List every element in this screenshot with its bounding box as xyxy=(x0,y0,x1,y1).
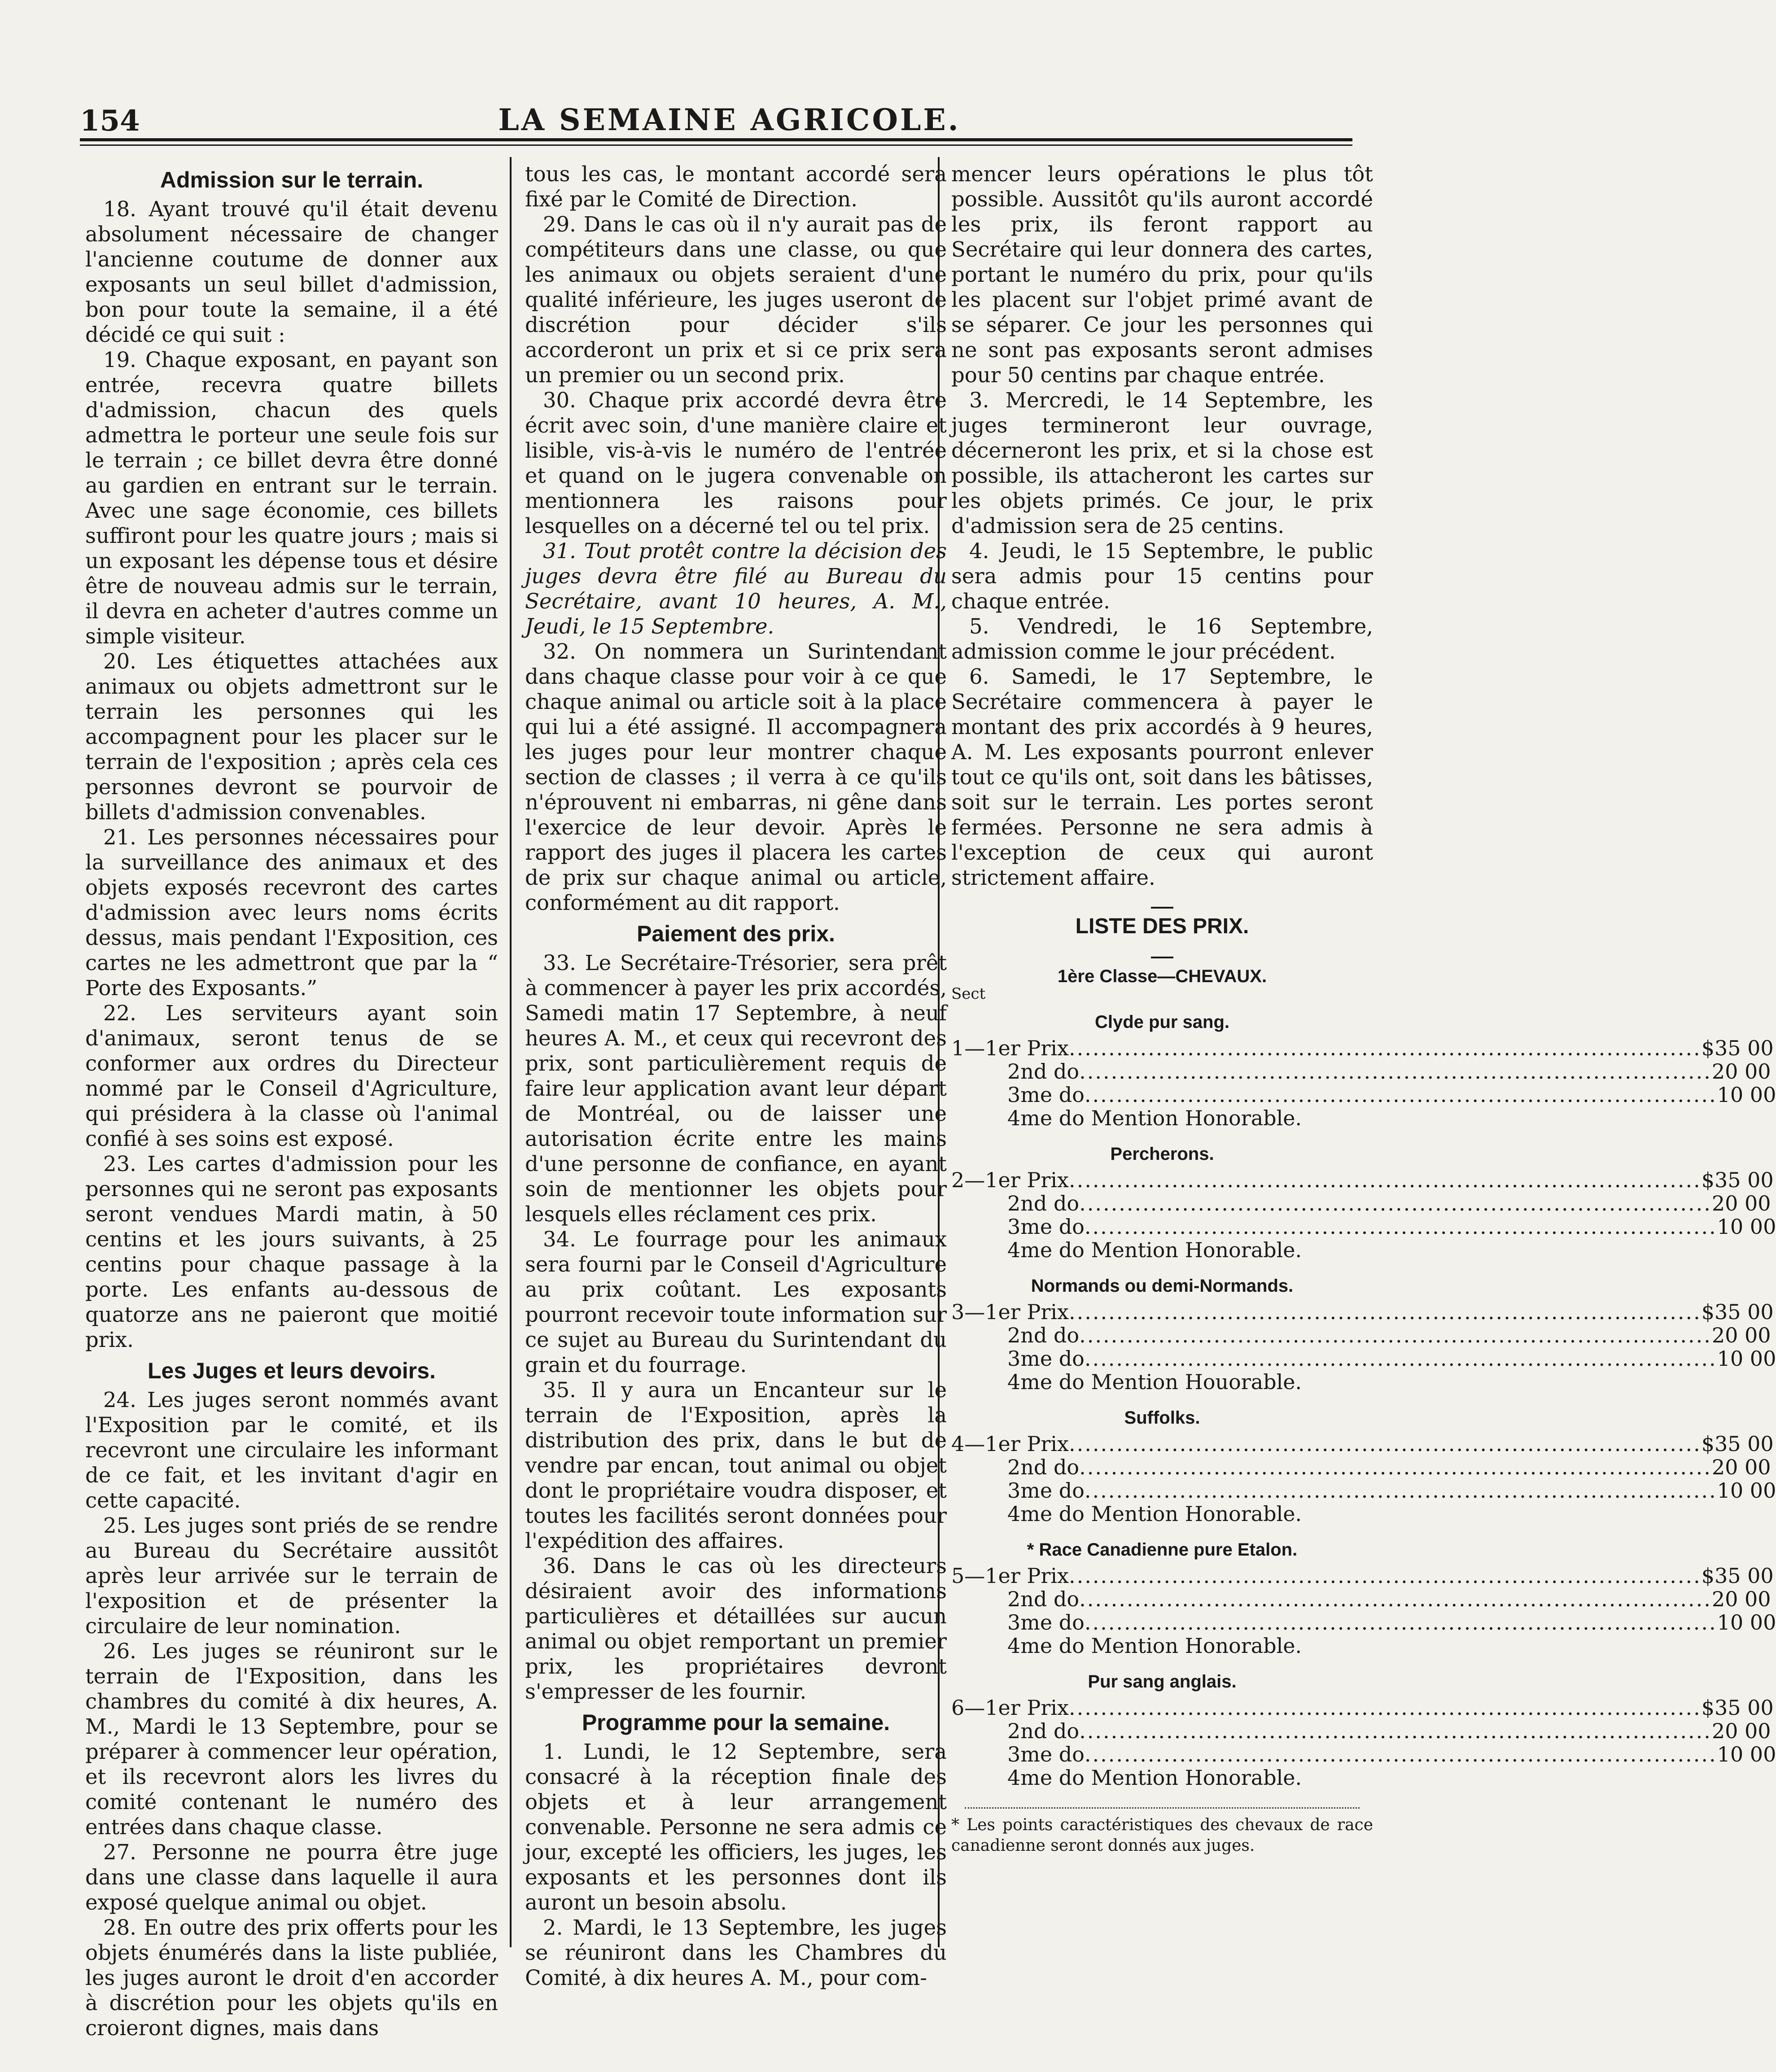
article-35: 35. Il y aura un Encanteur sur le terrain de l'Exposition, après la distribution des prix, dans le but de vendre par encan, tout animal ou objet dont le propriétaire voudra disposer, et toutes les facilités seront données pour l'expédition des affaires. xyxy=(525,1378,947,1553)
article-31: 31. Tout protêt contre la décision des juges devra être filé au Bureau du Secrétaire, avant 10 heures, A. M., Jeudi, le 15 Septembre. xyxy=(525,539,947,638)
prize-label: 3me do xyxy=(1007,1215,1085,1239)
prize-amount: 20 00 xyxy=(1711,1059,1771,1084)
leader-dots: ................................................................................ xyxy=(1084,1215,1717,1239)
prize-row xyxy=(951,1564,1774,1588)
article-28: 28. En outre des prix offerts pour les objets énumérés dans la liste publiée, les juges auront le droit d'en accorder à discrétion pour les objets qu'ils en croieront dignes, mais dans xyxy=(85,1915,498,2040)
prize-amount: 20 00 xyxy=(1711,1719,1771,1743)
prize-label: 3me do xyxy=(1007,1610,1085,1635)
leader-dots: ................................................................................ xyxy=(1079,1587,1712,1611)
prize-amount: $35 00 xyxy=(1701,1036,1774,1060)
prize-amount: $35 00 xyxy=(1701,1300,1774,1324)
heading-programme: Programme pour la semaine. xyxy=(582,1710,890,1735)
mention-line: 4me do Mention Honorable. xyxy=(1007,1634,1302,1658)
leader-dots: ................................................................................ xyxy=(1068,1300,1702,1324)
article-30: 30. Chaque prix accordé devra être écrit avec soin, d'une manière claire et lisible, vis-à-vis le numéro de l'entrée et quand on le jugera convenable on mentionnera les raisons pour lesquelles on a décerné tel ou tel prix. xyxy=(525,388,947,538)
prize-label: 5—1er Prix xyxy=(951,1564,1069,1588)
prize-row xyxy=(951,1168,1774,1192)
prize-row xyxy=(951,1610,1776,1635)
article-23: 23. Les cartes d'admission pour les personnes qui ne seront pas exposants seront vendues Mardi matin, à 50 centins et les jours suivants, à 25 centins pour chaque passage à la porte. Les enfants au-dessous de quatorze ans ne paieront que moitié prix. xyxy=(85,1152,498,1352)
leader-dots: ................................................................................ xyxy=(1068,1168,1702,1192)
prize-amount: $35 00 xyxy=(1701,1696,1774,1720)
schedule-6: 6. Samedi, le 17 Septembre, le Secrétaire commencera à payer le montant des prix accordés à 9 heures, A. M. Les exposants pourront enlever tout ce qu'ils ont, soit dans les bâtisses, soit sur le terrain. Les portes seront fermées. Personne ne sera admis à l'exception de ceux qui auront strictement affaire. xyxy=(951,664,1373,890)
prize-label: 2—1er Prix xyxy=(951,1168,1069,1192)
page-number: 154 xyxy=(80,104,140,138)
prize-list-title: LISTE DES PRIX. xyxy=(1075,914,1249,938)
leader-dots: ................................................................................ xyxy=(1079,1455,1712,1479)
prize-row xyxy=(951,1083,1776,1107)
footnote: * Les points caractéristiques des chevaux de race canadienne seront donnés aux juges. xyxy=(951,1816,1373,1855)
heading-juges: Les Juges et leurs devoirs. xyxy=(148,1358,436,1383)
article-19: 19. Chaque exposant, en payant son entrée, recevra quatre billets d'admission, chacun des quels admettra le porteur une seule fois sur le terrain ; ce billet devra être donné au gardien en entrant sur le terrain. Avec une sage économie, ces billets suffiront pour les quatre jours ; mais si un exposant les dépense tous et désire être de nouveau admis sur le terrain, il devra en acheter d'autres comme un simple visiteur. xyxy=(85,348,498,648)
section-title: Clyde pur sang. xyxy=(1094,1012,1230,1032)
header-rule-thin xyxy=(80,144,1352,146)
prize-row xyxy=(951,1346,1776,1371)
mention-line: 4me do Mention Honorable. xyxy=(1007,1106,1302,1130)
prize-row xyxy=(951,1432,1774,1456)
column-2 xyxy=(525,162,947,1990)
article-25: 25. Les juges sont priés de se rendre au Bureau du Secrétaire aussitôt après leur arrivée sur le terrain de l'exposition et de présenter la circulaire de leur nomination. xyxy=(85,1513,498,1638)
prize-amount: 20 00 xyxy=(1711,1455,1771,1479)
schedule-1: 1. Lundi, le 12 Septembre, sera consacré à la réception finale des objets et à leur arrangement convenable. Personne ne sera admis ce jour, excepté les officiers, les juges, les exposants et les personnes dont ils auront un besoin absolu. xyxy=(525,1740,947,1915)
article-22: 22. Les serviteurs ayant soin d'animaux, seront tenus de se conformer aux ordres du Directeur nommé par le Conseil d'Agriculture, qui présidera à la classe où l'animal confié à ses soins est exposé. xyxy=(85,1001,498,1151)
section-title: Normands ou demi-Normands. xyxy=(1031,1276,1294,1296)
prize-row xyxy=(951,1300,1774,1324)
schedule-2-continued: mencer leurs opérations le plus tôt possible. Aussitôt qu'ils auront accordé les prix, ils feront rapport au Secrétaire qui leur donnera des cartes, portant le numéro du prix, pour qu'ils les placent sur l'objet primé avant de se séparer. Ce jour les personnes qui ne sont pas exposants seront admises pour 50 centins par chaque entrée. xyxy=(951,162,1373,387)
footnote-rule xyxy=(965,1807,1360,1809)
leader-dots: ................................................................................ xyxy=(1084,1478,1717,1503)
prize-row xyxy=(951,1059,1771,1084)
prize-amount: 20 00 xyxy=(1711,1191,1771,1215)
heading-paiement: Paiement des prix. xyxy=(637,921,835,946)
prize-row xyxy=(951,1455,1771,1479)
masthead-title: LA SEMAINE AGRICOLE. xyxy=(498,102,961,137)
leader-dots: ................................................................................ xyxy=(1084,1742,1717,1766)
mention-line: 4me do Mention Houorable. xyxy=(1007,1370,1302,1394)
article-26: 26. Les juges se réuniront sur le terrain de l'Exposition, dans les chambres du comité à dix heures, A. M., Mardi le 13 Septembre, pour se préparer à commencer leur opération, et ils recevront alors les livres du comité contenant le numéro des entrées dans chaque classe. xyxy=(85,1639,498,1839)
prize-amount: 10 00 xyxy=(1717,1478,1776,1503)
mention-line: 4me do Mention Honorable. xyxy=(1007,1766,1302,1790)
prize-row xyxy=(951,1742,1776,1766)
column-3 xyxy=(951,162,1776,1856)
prize-label: 2nd do xyxy=(1007,1191,1080,1215)
section-title: Suffolks. xyxy=(1124,1408,1200,1428)
article-18: 18. Ayant trouvé qu'il était devenu absolument nécessaire de changer l'ancienne coutume de donner aux exposants un seul billet d'admission, bon pour toute la semaine, il a été décidé ce qui suit : xyxy=(85,197,498,347)
prize-label: 2nd do xyxy=(1007,1587,1080,1611)
prize-row xyxy=(951,1323,1771,1347)
prize-label: 3me do xyxy=(1007,1742,1085,1766)
prize-row xyxy=(951,1215,1776,1239)
schedule-2: 2. Mardi, le 13 Septembre, les juges se réuniront dans les Chambres du Comité, à dix heures A. M., pour com- xyxy=(525,1915,947,1990)
mention-line: 4me do Mention Honorable. xyxy=(1007,1238,1302,1262)
leader-dots: ................................................................................ xyxy=(1084,1083,1717,1107)
prize-row xyxy=(951,1587,1771,1611)
prize-row xyxy=(951,1478,1776,1503)
prize-row xyxy=(951,1719,1771,1743)
separator-dash xyxy=(951,944,1373,958)
section-title: Pur sang anglais. xyxy=(1088,1672,1237,1692)
article-20: 20. Les étiquettes attachées aux animaux ou objets admettront sur le terrain les personnes qui les accompagnent pour les placer sur le terrain de l'exposition ; après cela ces personnes devront se pourvoir de billets d'admission convenables. xyxy=(85,649,498,824)
prize-amount: $35 00 xyxy=(1701,1564,1774,1588)
column-1 xyxy=(85,162,498,2041)
prize-amount: 10 00 xyxy=(1717,1083,1776,1107)
sect-label: Sect xyxy=(951,985,986,1003)
prize-sections xyxy=(951,1009,1776,1790)
article-28-continued: tous les cas, le montant accordé sera fixé par le Comité de Direction. xyxy=(525,162,947,211)
schedule-5: 5. Vendredi, le 16 Septembre, admission comme le jour précédent. xyxy=(951,614,1373,664)
leader-dots: ................................................................................ xyxy=(1068,1564,1702,1588)
section-title: Percherons. xyxy=(1110,1144,1214,1164)
prize-label: 4—1er Prix xyxy=(951,1432,1069,1456)
article-21: 21. Les personnes nécessaires pour la surveillance des animaux et des objets exposés recevront des cartes d'admission avec leurs noms écrits dessus, mais pendant l'Exposition, ces cartes ne les admettront que par la “ Porte des Exposants.” xyxy=(85,825,498,1000)
prize-amount: $35 00 xyxy=(1701,1432,1774,1456)
prize-row xyxy=(951,1191,1771,1215)
prize-label: 3me do xyxy=(1007,1346,1085,1371)
leader-dots: ................................................................................ xyxy=(1079,1323,1712,1347)
prize-amount: $35 00 xyxy=(1701,1168,1774,1192)
leader-dots: ................................................................................ xyxy=(1079,1719,1712,1743)
mention-line: 4me do Mention Honorable. xyxy=(1007,1502,1302,1526)
prize-label: 3—1er Prix xyxy=(951,1300,1069,1324)
prize-row xyxy=(951,1036,1774,1060)
prize-label: 1—1er Prix xyxy=(951,1036,1069,1060)
article-29: 29. Dans le cas où il n'y aurait pas de compétiteurs dans une classe, ou que les animaux ou objets seraient d'une qualité inférieure, les juges useront de discrétion pour décider s'ils accorderont un prix et si ce prix sera un premier ou un second prix. xyxy=(525,212,947,387)
article-27: 27. Personne ne pourra être juge dans une classe dans laquelle il aura exposé quelque animal ou objet. xyxy=(85,1840,498,1915)
leader-dots: ................................................................................ xyxy=(1079,1191,1712,1215)
prize-amount: 10 00 xyxy=(1717,1215,1776,1239)
header-rule-thick xyxy=(80,138,1352,141)
schedule-4: 4. Jeudi, le 15 Septembre, le public sera admis pour 15 centins pour chaque entrée. xyxy=(951,539,1373,613)
leader-dots: ................................................................................ xyxy=(1068,1432,1702,1456)
prize-label: 2nd do xyxy=(1007,1719,1080,1743)
prize-label: 3me do xyxy=(1007,1478,1085,1503)
schedule-3: 3. Mercredi, le 14 Septembre, les juges termineront leur ouvrage, décerneront les prix, et si la chose est possible, ils attacheront les cartes sur les objets primés. Ce jour, le prix d'admission sera de 25 centins. xyxy=(951,388,1373,538)
leader-dots: ................................................................................ xyxy=(1084,1610,1717,1635)
article-32: 32. On nommera un Surintendant dans chaque classe pour voir à ce que chaque animal ou article soit à la place qui lui a été assigné. Il accompagnera les juges pour leur montrer chaque section de classes ; il verra à ce qu'ils n'éprouvent ni embarras, ni gêne dans l'exercice de leur devoir. Après le rapport des juges il placera les cartes de prix sur chaque animal ou article, conformément au dit rapport. xyxy=(525,639,947,915)
heading-admission: Admission sur le terrain. xyxy=(160,167,424,192)
prize-row xyxy=(951,1696,1774,1720)
column-divider-1 xyxy=(510,157,512,1947)
prize-amount: 10 00 xyxy=(1717,1346,1776,1371)
article-34: 34. Le fourrage pour les animaux sera fourni par le Conseil d'Agriculture au prix coûtant. Les exposants pourront recevoir toute information sur ce sujet au Bureau du Surintendant du grain et du fourrage. xyxy=(525,1227,947,1377)
class-title: 1ère Classe—CHEVAUX. xyxy=(1057,966,1267,986)
prize-label: 3me do xyxy=(1007,1083,1085,1107)
prize-label: 2nd do xyxy=(1007,1455,1080,1479)
separator-dash xyxy=(951,895,1373,909)
leader-dots: ................................................................................ xyxy=(1068,1696,1702,1720)
article-36: 36. Dans le cas où les directeurs désiraient avoir des informations particulières et détaillées sur aucun animal ou objet remportant un premier prix, les propriétaires devront s'empresser de les fournir. xyxy=(525,1554,947,1704)
prize-amount: 20 00 xyxy=(1711,1323,1771,1347)
leader-dots: ................................................................................ xyxy=(1079,1059,1712,1084)
article-24: 24. Les juges seront nommés avant l'Exposition par le comité, et ils recevront une circulaire les informant de ce fait, et les invitant d'agir en cette capacité. xyxy=(85,1388,498,1512)
prize-amount: 20 00 xyxy=(1711,1587,1771,1611)
leader-dots: ................................................................................ xyxy=(1084,1346,1717,1371)
prize-label: 2nd do xyxy=(1007,1323,1080,1347)
leader-dots: ................................................................................ xyxy=(1068,1036,1702,1060)
prize-amount: 10 00 xyxy=(1717,1742,1776,1766)
prize-label: 6—1er Prix xyxy=(951,1696,1069,1720)
section-title: * Race Canadienne pure Etalon. xyxy=(1027,1540,1298,1560)
prize-label: 2nd do xyxy=(1007,1059,1080,1084)
prize-amount: 10 00 xyxy=(1717,1610,1776,1635)
article-33: 33. Le Secrétaire-Trésorier, sera prêt à commencer à payer les prix accordés, Samedi matin 17 Septembre, à neuf heures A. M., et ceux qui recevront des prix, sont particulièrement requis de faire leur application avant leur départ de Montréal, ou de laisser une autorisation écrite entre les mains d'une personne de confiance, en ayant soin de mentionner les objets pour lesquels elles réclament ces prix. xyxy=(525,951,947,1226)
